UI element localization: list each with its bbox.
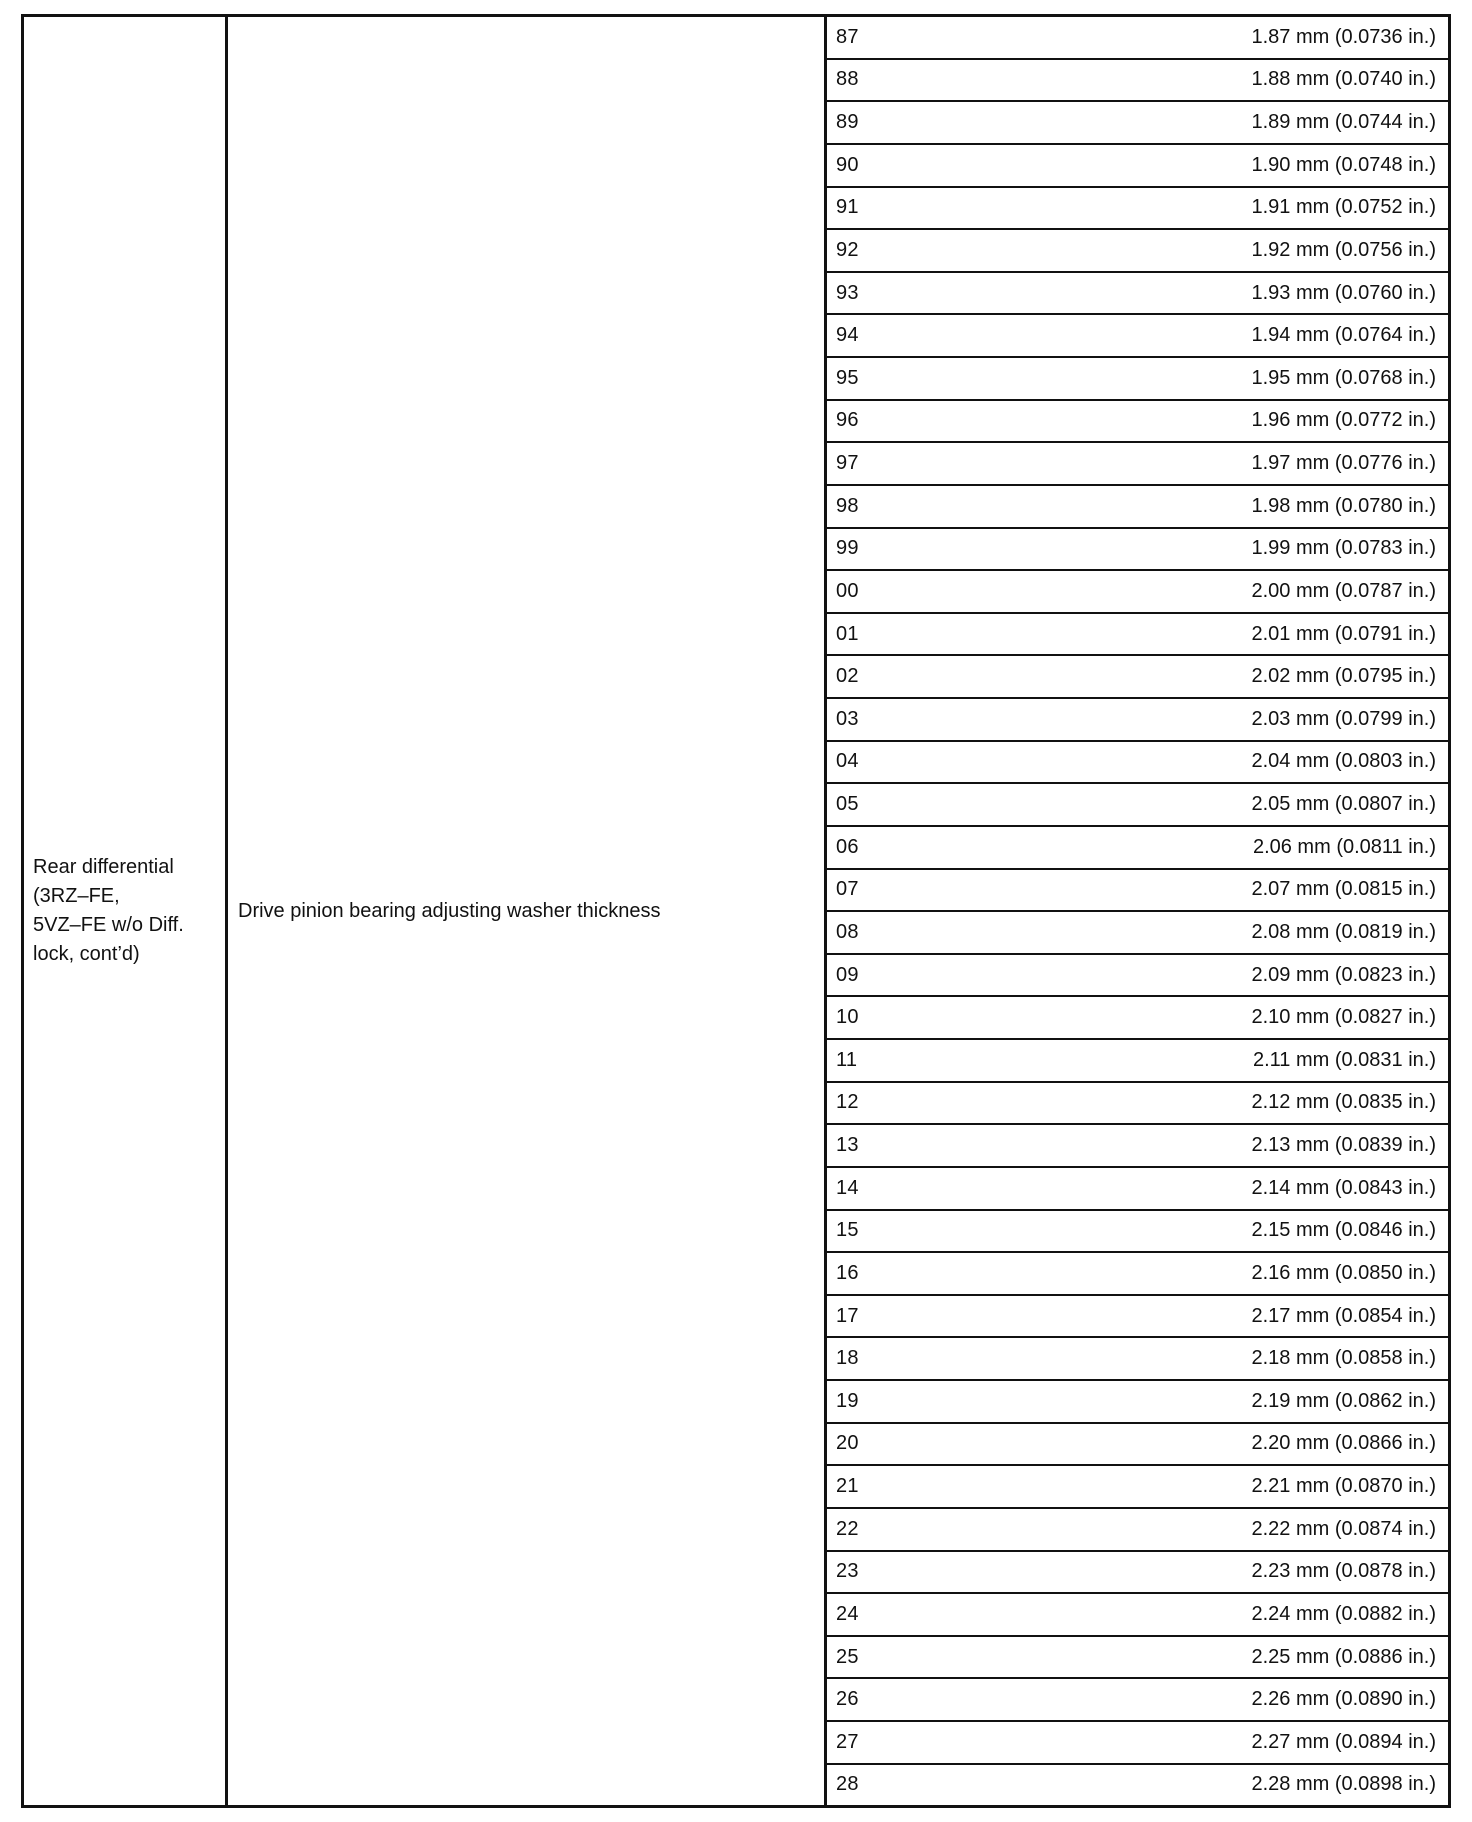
- washer-mark: 91: [836, 196, 859, 219]
- washer-row: [827, 912, 1448, 955]
- washer-thickness: 2.11 mm (0.0831 in.): [1252, 1048, 1436, 1071]
- washer-thickness: 1.92 mm (0.0756 in.): [1251, 238, 1436, 261]
- washer-row: [827, 1552, 1448, 1595]
- washer-row: [827, 60, 1448, 103]
- washer-thickness: 2.18 mm (0.0858 in.): [1251, 1347, 1436, 1370]
- washer-thickness: 2.10 mm (0.0827 in.): [1251, 1006, 1436, 1029]
- washer-thickness: 2.17 mm (0.0854 in.): [1251, 1304, 1436, 1327]
- washer-mark: 25: [836, 1645, 859, 1668]
- washer-mark: 96: [836, 409, 859, 432]
- washer-thickness: 1.90 mm (0.0748 in.): [1251, 153, 1436, 176]
- washer-mark: 09: [836, 963, 859, 986]
- washer-thickness: 1.91 mm (0.0752 in.): [1251, 196, 1436, 219]
- washer-mark: 00: [836, 579, 859, 602]
- washer-row: [827, 1083, 1448, 1126]
- washer-mark: 14: [836, 1176, 859, 1199]
- washer-mark: 87: [836, 25, 859, 48]
- washer-thickness: 2.13 mm (0.0839 in.): [1251, 1134, 1436, 1157]
- washer-mark: 22: [836, 1517, 859, 1540]
- washer-row: [827, 614, 1448, 657]
- washer-thickness: 1.97 mm (0.0776 in.): [1251, 452, 1436, 475]
- washer-row: [827, 188, 1448, 231]
- washer-mark: 26: [836, 1688, 859, 1711]
- washer-row: [827, 1125, 1448, 1168]
- washer-row: [827, 1296, 1448, 1339]
- washer-row: [827, 784, 1448, 827]
- washer-thickness: 2.08 mm (0.0819 in.): [1251, 920, 1436, 943]
- washer-mark: 01: [836, 622, 859, 645]
- item-text: [24, 853, 218, 969]
- washer-row: [827, 443, 1448, 486]
- description-text: Drive pinion bearing adjusting washer thickness: [238, 899, 661, 922]
- washer-mark: 04: [836, 750, 859, 773]
- washer-mark: 11: [836, 1048, 858, 1071]
- washer-mark: 02: [836, 665, 859, 688]
- washer-thickness: 2.25 mm (0.0886 in.): [1251, 1645, 1436, 1668]
- washer-mark: 08: [836, 920, 859, 943]
- washer-thickness: 2.27 mm (0.0894 in.): [1251, 1730, 1436, 1753]
- item-line: Rear differential: [33, 856, 174, 878]
- washer-mark: 95: [836, 366, 859, 389]
- washer-row: [827, 656, 1448, 699]
- washer-mark: 89: [836, 111, 859, 134]
- washer-thickness: 1.89 mm (0.0744 in.): [1251, 111, 1436, 134]
- washer-mark: 17: [836, 1304, 859, 1327]
- washer-row: [827, 17, 1448, 60]
- washer-mark: 27: [836, 1730, 859, 1753]
- washer-thickness: 2.26 mm (0.0890 in.): [1251, 1688, 1436, 1711]
- washer-thickness: 2.20 mm (0.0866 in.): [1251, 1432, 1436, 1455]
- washer-thickness: 2.24 mm (0.0882 in.): [1251, 1602, 1436, 1625]
- washer-row: [827, 358, 1448, 401]
- washer-thickness: 2.00 mm (0.0787 in.): [1251, 579, 1436, 602]
- washer-row: [827, 1509, 1448, 1552]
- washer-row: [827, 401, 1448, 444]
- washer-row: [827, 1424, 1448, 1467]
- washer-mark: 12: [836, 1091, 859, 1114]
- washer-thickness: 2.03 mm (0.0799 in.): [1251, 707, 1436, 730]
- washer-thickness: 1.87 mm (0.0736 in.): [1251, 25, 1436, 48]
- washer-mark: 93: [836, 281, 859, 304]
- washer-mark: 97: [836, 452, 859, 475]
- washer-thickness: 2.22 mm (0.0874 in.): [1251, 1517, 1436, 1540]
- washer-thickness: 2.16 mm (0.0850 in.): [1251, 1261, 1436, 1284]
- washer-row: [827, 571, 1448, 614]
- washer-mark: 10: [836, 1006, 859, 1029]
- washer-thickness: 2.07 mm (0.0815 in.): [1251, 878, 1436, 901]
- washer-list: [827, 17, 1448, 1805]
- washer-row: [827, 1466, 1448, 1509]
- washer-row: [827, 1040, 1448, 1083]
- item-line: lock, cont’d): [33, 943, 140, 965]
- washer-thickness: 1.93 mm (0.0760 in.): [1251, 281, 1436, 304]
- washer-row: [827, 870, 1448, 913]
- washer-row: [827, 230, 1448, 273]
- washer-mark: 19: [836, 1389, 859, 1412]
- washer-mark: 03: [836, 707, 859, 730]
- washer-thickness: 2.09 mm (0.0823 in.): [1251, 963, 1436, 986]
- washer-mark: 24: [836, 1602, 859, 1625]
- washer-row: [827, 102, 1448, 145]
- washer-mark: 92: [836, 238, 859, 261]
- washer-thickness: 2.12 mm (0.0835 in.): [1251, 1091, 1436, 1114]
- description-cell: [228, 17, 827, 1805]
- washer-thickness: 2.01 mm (0.0791 in.): [1251, 622, 1436, 645]
- spec-table: [21, 14, 1451, 1808]
- washer-thickness: 1.88 mm (0.0740 in.): [1251, 68, 1436, 91]
- washer-row: [827, 145, 1448, 188]
- washer-thickness: 2.06 mm (0.0811 in.): [1252, 835, 1436, 858]
- washer-mark: 94: [836, 324, 859, 347]
- washer-row: [827, 1594, 1448, 1637]
- washer-row: [827, 273, 1448, 316]
- washer-mark: 07: [836, 878, 859, 901]
- item-line: 5VZ–FE w/o Diff.: [33, 914, 184, 936]
- washer-thickness: 1.98 mm (0.0780 in.): [1251, 494, 1436, 517]
- washer-thickness: 2.23 mm (0.0878 in.): [1251, 1560, 1436, 1583]
- washer-thickness: 2.14 mm (0.0843 in.): [1251, 1176, 1436, 1199]
- item-line: (3RZ–FE,: [33, 885, 120, 907]
- item-cell: [24, 17, 228, 1805]
- washer-row: [827, 1168, 1448, 1211]
- washer-thickness: 2.02 mm (0.0795 in.): [1251, 665, 1436, 688]
- washer-row: [827, 1637, 1448, 1680]
- washer-row: [827, 529, 1448, 572]
- washer-mark: 18: [836, 1347, 859, 1370]
- washer-mark: 05: [836, 793, 859, 816]
- washer-thickness: 1.96 mm (0.0772 in.): [1251, 409, 1436, 432]
- washer-row: [827, 699, 1448, 742]
- washer-mark: 28: [836, 1773, 859, 1796]
- washer-row: [827, 486, 1448, 529]
- washer-thickness: 2.05 mm (0.0807 in.): [1251, 793, 1436, 816]
- washer-mark: 06: [836, 835, 859, 858]
- washer-thickness: 2.19 mm (0.0862 in.): [1251, 1389, 1436, 1412]
- washer-thickness: 1.99 mm (0.0783 in.): [1251, 537, 1436, 560]
- washer-row: [827, 1722, 1448, 1765]
- washer-row: [827, 1765, 1448, 1806]
- washer-mark: 21: [836, 1475, 859, 1498]
- washer-row: [827, 1211, 1448, 1254]
- washer-mark: 13: [836, 1134, 859, 1157]
- washer-mark: 15: [836, 1219, 859, 1242]
- washer-mark: 16: [836, 1261, 859, 1284]
- washer-thickness: 2.15 mm (0.0846 in.): [1251, 1219, 1436, 1242]
- washer-row: [827, 1381, 1448, 1424]
- washer-row: [827, 827, 1448, 870]
- washer-mark: 90: [836, 153, 859, 176]
- washer-row: [827, 1679, 1448, 1722]
- washer-row: [827, 955, 1448, 998]
- washer-mark: 23: [836, 1560, 859, 1583]
- washer-mark: 88: [836, 68, 859, 91]
- washer-thickness: 1.95 mm (0.0768 in.): [1251, 366, 1436, 389]
- washer-mark: 98: [836, 494, 859, 517]
- washer-thickness: 2.21 mm (0.0870 in.): [1251, 1475, 1436, 1498]
- washer-mark: 20: [836, 1432, 859, 1455]
- washer-row: [827, 742, 1448, 785]
- washer-thickness: 1.94 mm (0.0764 in.): [1251, 324, 1436, 347]
- washer-thickness: 2.28 mm (0.0898 in.): [1251, 1773, 1436, 1796]
- washer-row: [827, 997, 1448, 1040]
- washer-mark: 99: [836, 537, 859, 560]
- washer-row: [827, 1253, 1448, 1296]
- washer-thickness: 2.04 mm (0.0803 in.): [1251, 750, 1436, 773]
- washer-row: [827, 1338, 1448, 1381]
- washer-row: [827, 315, 1448, 358]
